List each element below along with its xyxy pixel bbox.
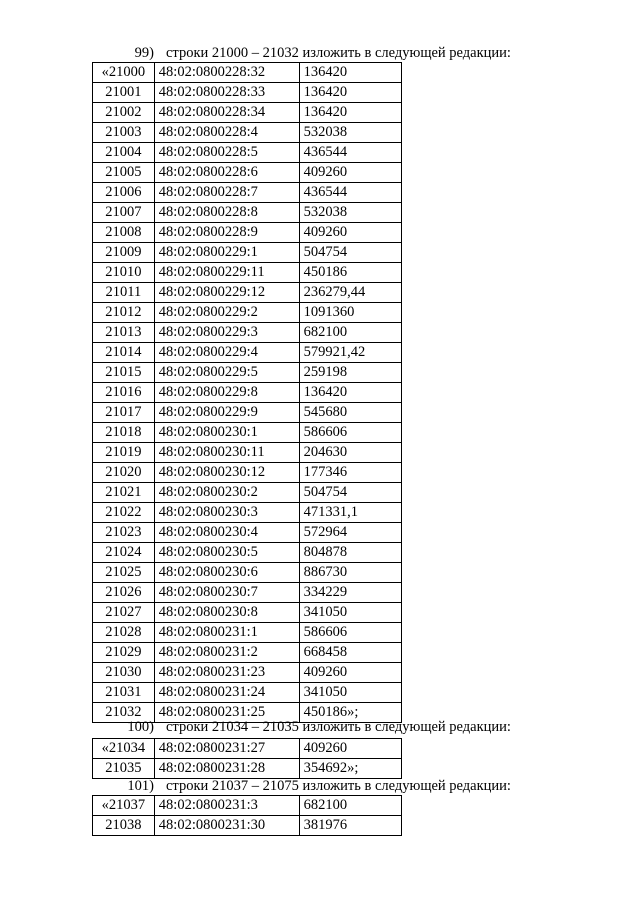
row-number-cell: 21012: [93, 303, 155, 323]
table-row: [93, 203, 402, 223]
section-text: строки 21000 – 21032 изложить в следующей редакции:: [166, 45, 511, 61]
row-number-cell: 21015: [93, 363, 155, 383]
table-row: [93, 523, 402, 543]
cadastral-number-cell: 48:02:0800230:11: [154, 443, 299, 463]
table-row: [93, 363, 402, 383]
table-row: [93, 403, 402, 423]
cadastral-number-cell: 48:02:0800229:2: [154, 303, 299, 323]
value-cell: 259198: [299, 363, 401, 383]
cadastral-number-cell: 48:02:0800230:4: [154, 523, 299, 543]
cadastral-number-cell: 48:02:0800229:5: [154, 363, 299, 383]
value-cell: 334229: [299, 583, 401, 603]
table-row: [93, 163, 402, 183]
value-cell: 341050: [299, 683, 401, 703]
cadastral-number-cell: 48:02:0800228:7: [154, 183, 299, 203]
table-row: [93, 83, 402, 103]
cadastral-number-cell: 48:02:0800229:1: [154, 243, 299, 263]
value-cell: 504754: [299, 243, 401, 263]
section-text: строки 21037 – 21075 изложить в следующей редакции:: [166, 778, 511, 794]
table-row: [93, 543, 402, 563]
cadastral-number-cell: 48:02:0800228:5: [154, 143, 299, 163]
value-cell: 236279,44: [299, 283, 401, 303]
cadastral-number-cell: 48:02:0800229:8: [154, 383, 299, 403]
value-cell: 668458: [299, 643, 401, 663]
table-row: [93, 423, 402, 443]
row-number-cell: 21026: [93, 583, 155, 603]
table-row: [93, 503, 402, 523]
table-row: [93, 796, 402, 816]
value-cell: 572964: [299, 523, 401, 543]
value-cell: 409260: [299, 663, 401, 683]
cadastral-number-cell: 48:02:0800228:4: [154, 123, 299, 143]
data-table-100: [92, 738, 402, 779]
row-number-cell: 21010: [93, 263, 155, 283]
value-cell: 136420: [299, 83, 401, 103]
table-row: [93, 303, 402, 323]
row-number-cell: 21002: [93, 103, 155, 123]
row-number-cell: 21030: [93, 663, 155, 683]
value-cell: 545680: [299, 403, 401, 423]
cadastral-number-cell: 48:02:0800229:9: [154, 403, 299, 423]
table-row: [93, 759, 402, 779]
cadastral-number-cell: 48:02:0800231:28: [154, 759, 299, 779]
row-number-cell: 21004: [93, 143, 155, 163]
cadastral-number-cell: 48:02:0800228:8: [154, 203, 299, 223]
table-row: [93, 183, 402, 203]
cadastral-number-cell: 48:02:0800230:1: [154, 423, 299, 443]
cadastral-number-cell: 48:02:0800231:30: [154, 816, 299, 836]
cadastral-number-cell: 48:02:0800230:8: [154, 603, 299, 623]
value-cell: 532038: [299, 203, 401, 223]
table-row: [93, 663, 402, 683]
table-row: [93, 603, 402, 623]
row-number-cell: 21031: [93, 683, 155, 703]
value-cell: 381976: [299, 816, 401, 836]
value-cell: 471331,1: [299, 503, 401, 523]
value-cell: 436544: [299, 143, 401, 163]
row-number-cell: 21006: [93, 183, 155, 203]
row-number-cell: 21024: [93, 543, 155, 563]
table-row: [93, 739, 402, 759]
value-cell: 409260: [299, 223, 401, 243]
value-cell: 586606: [299, 423, 401, 443]
table-row: [93, 563, 402, 583]
row-number-cell: 21029: [93, 643, 155, 663]
cadastral-number-cell: 48:02:0800230:6: [154, 563, 299, 583]
row-number-cell: 21008: [93, 223, 155, 243]
section-number: 101): [127, 778, 154, 794]
table-row: [93, 383, 402, 403]
table-row: [93, 243, 402, 263]
cadastral-number-cell: 48:02:0800231:23: [154, 663, 299, 683]
row-number-cell: 21035: [93, 759, 155, 779]
cadastral-number-cell: 48:02:0800230:2: [154, 483, 299, 503]
section-number: 100): [127, 719, 154, 735]
row-number-cell: 21020: [93, 463, 155, 483]
cadastral-number-cell: 48:02:0800229:3: [154, 323, 299, 343]
table-row: [93, 483, 402, 503]
value-cell: 579921,42: [299, 343, 401, 363]
table-row: [93, 283, 402, 303]
row-number-cell: 21013: [93, 323, 155, 343]
section-number: 99): [134, 45, 154, 61]
table-row: [93, 683, 402, 703]
section-heading-99: [92, 44, 511, 62]
value-cell: 886730: [299, 563, 401, 583]
table-row: [93, 223, 402, 243]
value-cell: 586606: [299, 623, 401, 643]
value-cell: 436544: [299, 183, 401, 203]
table-row: [93, 643, 402, 663]
row-number-cell: 21032: [93, 703, 155, 723]
value-cell: 504754: [299, 483, 401, 503]
row-number-cell: 21025: [93, 563, 155, 583]
row-number-cell: 21028: [93, 623, 155, 643]
row-number-cell: 21007: [93, 203, 155, 223]
row-number-cell: 21001: [93, 83, 155, 103]
value-cell: 532038: [299, 123, 401, 143]
row-number-cell: «21037: [93, 796, 155, 816]
cadastral-number-cell: 48:02:0800231:2: [154, 643, 299, 663]
row-number-cell: «21034: [93, 739, 155, 759]
table-row: [93, 816, 402, 836]
value-cell: 450186»;: [299, 703, 401, 723]
value-cell: 409260: [299, 163, 401, 183]
cadastral-number-cell: 48:02:0800231:24: [154, 683, 299, 703]
data-table-99: [92, 62, 402, 723]
value-cell: 804878: [299, 543, 401, 563]
table-row: [93, 623, 402, 643]
table-row: [93, 63, 402, 83]
row-number-cell: 21014: [93, 343, 155, 363]
section-heading-101: [92, 777, 511, 795]
row-number-cell: 21027: [93, 603, 155, 623]
cadastral-number-cell: 48:02:0800231:3: [154, 796, 299, 816]
cadastral-number-cell: 48:02:0800231:27: [154, 739, 299, 759]
cadastral-number-cell: 48:02:0800230:7: [154, 583, 299, 603]
table-row: [93, 323, 402, 343]
row-number-cell: 21011: [93, 283, 155, 303]
value-cell: 177346: [299, 463, 401, 483]
section-text: строки 21034 – 21035 изложить в следующей редакции:: [166, 719, 511, 735]
value-cell: 1091360: [299, 303, 401, 323]
row-number-cell: 21003: [93, 123, 155, 143]
table-row: [93, 583, 402, 603]
row-number-cell: 21017: [93, 403, 155, 423]
table-row: [93, 263, 402, 283]
cadastral-number-cell: 48:02:0800231:25: [154, 703, 299, 723]
table-row: [93, 143, 402, 163]
value-cell: 341050: [299, 603, 401, 623]
cadastral-number-cell: 48:02:0800228:9: [154, 223, 299, 243]
row-number-cell: 21009: [93, 243, 155, 263]
cadastral-number-cell: 48:02:0800230:3: [154, 503, 299, 523]
cadastral-number-cell: 48:02:0800229:11: [154, 263, 299, 283]
table-row: [93, 343, 402, 363]
cadastral-number-cell: 48:02:0800230:12: [154, 463, 299, 483]
table-row: [93, 103, 402, 123]
row-number-cell: 21023: [93, 523, 155, 543]
value-cell: 682100: [299, 323, 401, 343]
row-number-cell: 21022: [93, 503, 155, 523]
table-row: [93, 443, 402, 463]
value-cell: 682100: [299, 796, 401, 816]
value-cell: 450186: [299, 263, 401, 283]
cadastral-number-cell: 48:02:0800228:32: [154, 63, 299, 83]
row-number-cell: 21018: [93, 423, 155, 443]
row-number-cell: 21016: [93, 383, 155, 403]
row-number-cell: 21005: [93, 163, 155, 183]
value-cell: 136420: [299, 63, 401, 83]
table-row: [93, 123, 402, 143]
cadastral-number-cell: 48:02:0800228:33: [154, 83, 299, 103]
value-cell: 204630: [299, 443, 401, 463]
value-cell: 354692»;: [299, 759, 401, 779]
cadastral-number-cell: 48:02:0800230:5: [154, 543, 299, 563]
data-table-101: [92, 795, 402, 836]
cadastral-number-cell: 48:02:0800231:1: [154, 623, 299, 643]
cadastral-number-cell: 48:02:0800228:34: [154, 103, 299, 123]
row-number-cell: 21021: [93, 483, 155, 503]
value-cell: 136420: [299, 103, 401, 123]
cadastral-number-cell: 48:02:0800229:4: [154, 343, 299, 363]
row-number-cell: 21019: [93, 443, 155, 463]
section-heading-100: [92, 718, 511, 736]
value-cell: 136420: [299, 383, 401, 403]
cadastral-number-cell: 48:02:0800228:6: [154, 163, 299, 183]
row-number-cell: «21000: [93, 63, 155, 83]
table-row: [93, 463, 402, 483]
value-cell: 409260: [299, 739, 401, 759]
cadastral-number-cell: 48:02:0800229:12: [154, 283, 299, 303]
row-number-cell: 21038: [93, 816, 155, 836]
